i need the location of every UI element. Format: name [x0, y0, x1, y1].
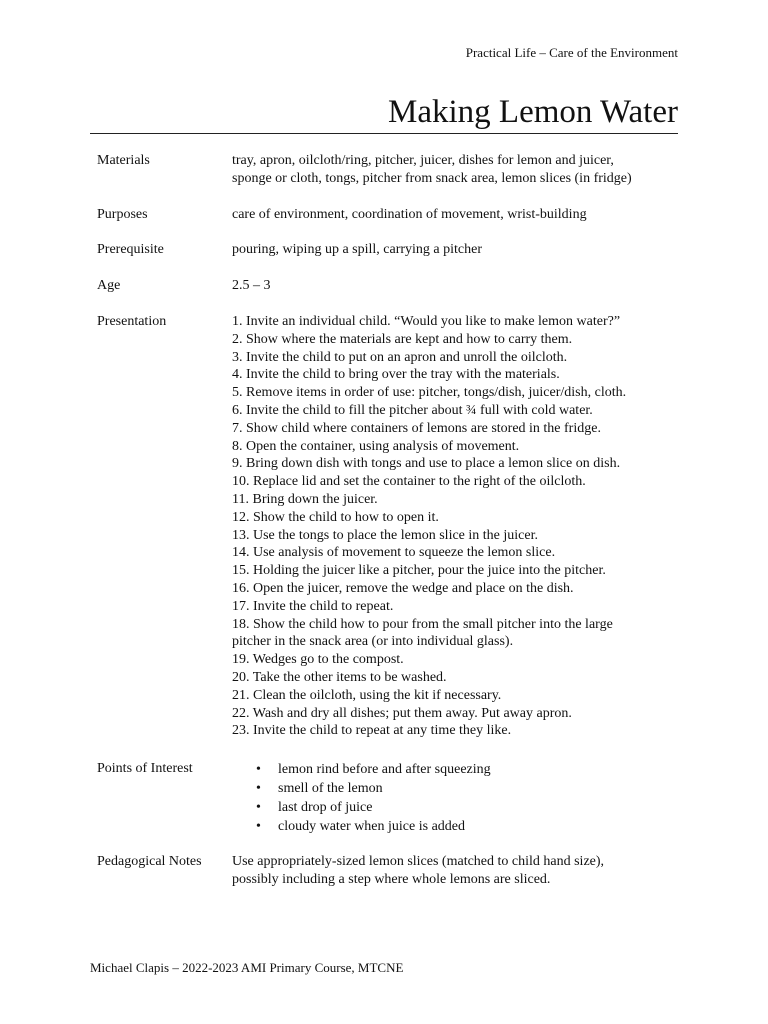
- page-footer: Michael Clapis – 2022-2023 AMI Primary Course, MTCNE: [90, 960, 404, 975]
- presentation-step: 16. Open the juicer, remove the wedge and place on the dish.: [232, 580, 574, 596]
- points-of-interest-label: Points of Interest: [97, 761, 193, 776]
- title-rule: [90, 133, 678, 134]
- list-item: • last drop of juice: [232, 798, 672, 817]
- presentation-step: 20. Take the other items to be washed.: [232, 669, 447, 685]
- presentation-step: 13. Use the tongs to place the lemon slice in the juicer.: [232, 527, 538, 543]
- age-text: 2.5 – 3: [232, 278, 271, 293]
- presentation-step: 18. Show the child how to pour from the small pitcher into the large: [232, 616, 613, 632]
- presentation-step: 8. Open the container, using analysis of movement.: [232, 438, 520, 454]
- presentation-step: 5. Remove items in order of use: pitcher, tongs/dish, juicer/dish, cloth.: [232, 385, 627, 401]
- list-item: • lemon rind before and after squeezing: [232, 760, 672, 779]
- presentation-label: Presentation: [97, 314, 167, 329]
- presentation-step: 15. Holding the juicer like a pitcher, pour the juice into the pitcher.: [232, 563, 606, 579]
- notes-line: possibly including a step where whole lemons are sliced.: [232, 872, 551, 887]
- purposes-text: care of environment, coordination of movement, wrist-building: [232, 207, 587, 222]
- pedagogical-notes-text: [232, 853, 672, 889]
- presentation-step: 12. Show the child to how to open it.: [232, 509, 439, 525]
- prerequisite-text: pouring, wiping up a spill, carrying a pitcher: [232, 242, 482, 257]
- notes-line: Use appropriately-sized lemon slices (matched to child hand size),: [232, 854, 605, 869]
- materials-label: Materials: [97, 153, 150, 168]
- materials-text: [232, 152, 672, 188]
- presentation-step: 14. Use analysis of movement to squeeze the lemon slice.: [232, 545, 556, 561]
- presentation-step: 17. Invite the child to repeat.: [232, 598, 394, 614]
- presentation-step: 22. Wash and dry all dishes; put them away. Put away apron.: [232, 705, 572, 721]
- presentation-step: 10. Replace lid and set the container to the right of the oilcloth.: [232, 474, 586, 490]
- presentation-step: 3. Invite the child to put on an apron and unroll the oilcloth.: [232, 349, 568, 365]
- materials-line: sponge or cloth, tongs, pitcher from snack area, lemon slices (in fridge): [232, 171, 632, 186]
- pedagogical-notes-label: Pedagogical Notes: [97, 854, 202, 869]
- presentation-step: 23. Invite the child to repeat at any time they like.: [232, 723, 512, 739]
- running-head: Practical Life – Care of the Environment: [465, 45, 678, 60]
- presentation-step: 11. Bring down the juicer.: [232, 491, 378, 507]
- materials-line: tray, apron, oilcloth/ring, pitcher, juicer, dishes for lemon and juicer,: [232, 153, 614, 168]
- list-item: • cloudy water when juice is added: [232, 817, 672, 836]
- presentation-step: 19. Wedges go to the compost.: [232, 652, 404, 668]
- presentation-step: 7. Show child where containers of lemons are stored in the fridge.: [232, 420, 601, 436]
- presentation-steps: [232, 313, 672, 740]
- purposes-label: Purposes: [97, 207, 148, 222]
- presentation-step: 9. Bring down dish with tongs and use to place a lemon slice on dish.: [232, 456, 621, 472]
- presentation-step: pitcher in the snack area (or into individual glass).: [232, 634, 514, 650]
- page-title: Making Lemon Water: [388, 94, 678, 130]
- presentation-step: 21. Clean the oilcloth, using the kit if necessary.: [232, 687, 502, 703]
- age-label: Age: [97, 278, 121, 293]
- list-item: • smell of the lemon: [232, 779, 672, 798]
- prerequisite-label: Prerequisite: [97, 242, 164, 257]
- presentation-step: 2. Show where the materials are kept and how to carry them.: [232, 331, 573, 347]
- presentation-step: 6. Invite the child to fill the pitcher about ¾ full with cold water.: [232, 402, 593, 418]
- points-of-interest-list: [232, 760, 672, 836]
- presentation-step: 4. Invite the child to bring over the tray with the materials.: [232, 367, 560, 383]
- presentation-step: 1. Invite an individual child. “Would you like to make lemon water?”: [232, 314, 621, 329]
